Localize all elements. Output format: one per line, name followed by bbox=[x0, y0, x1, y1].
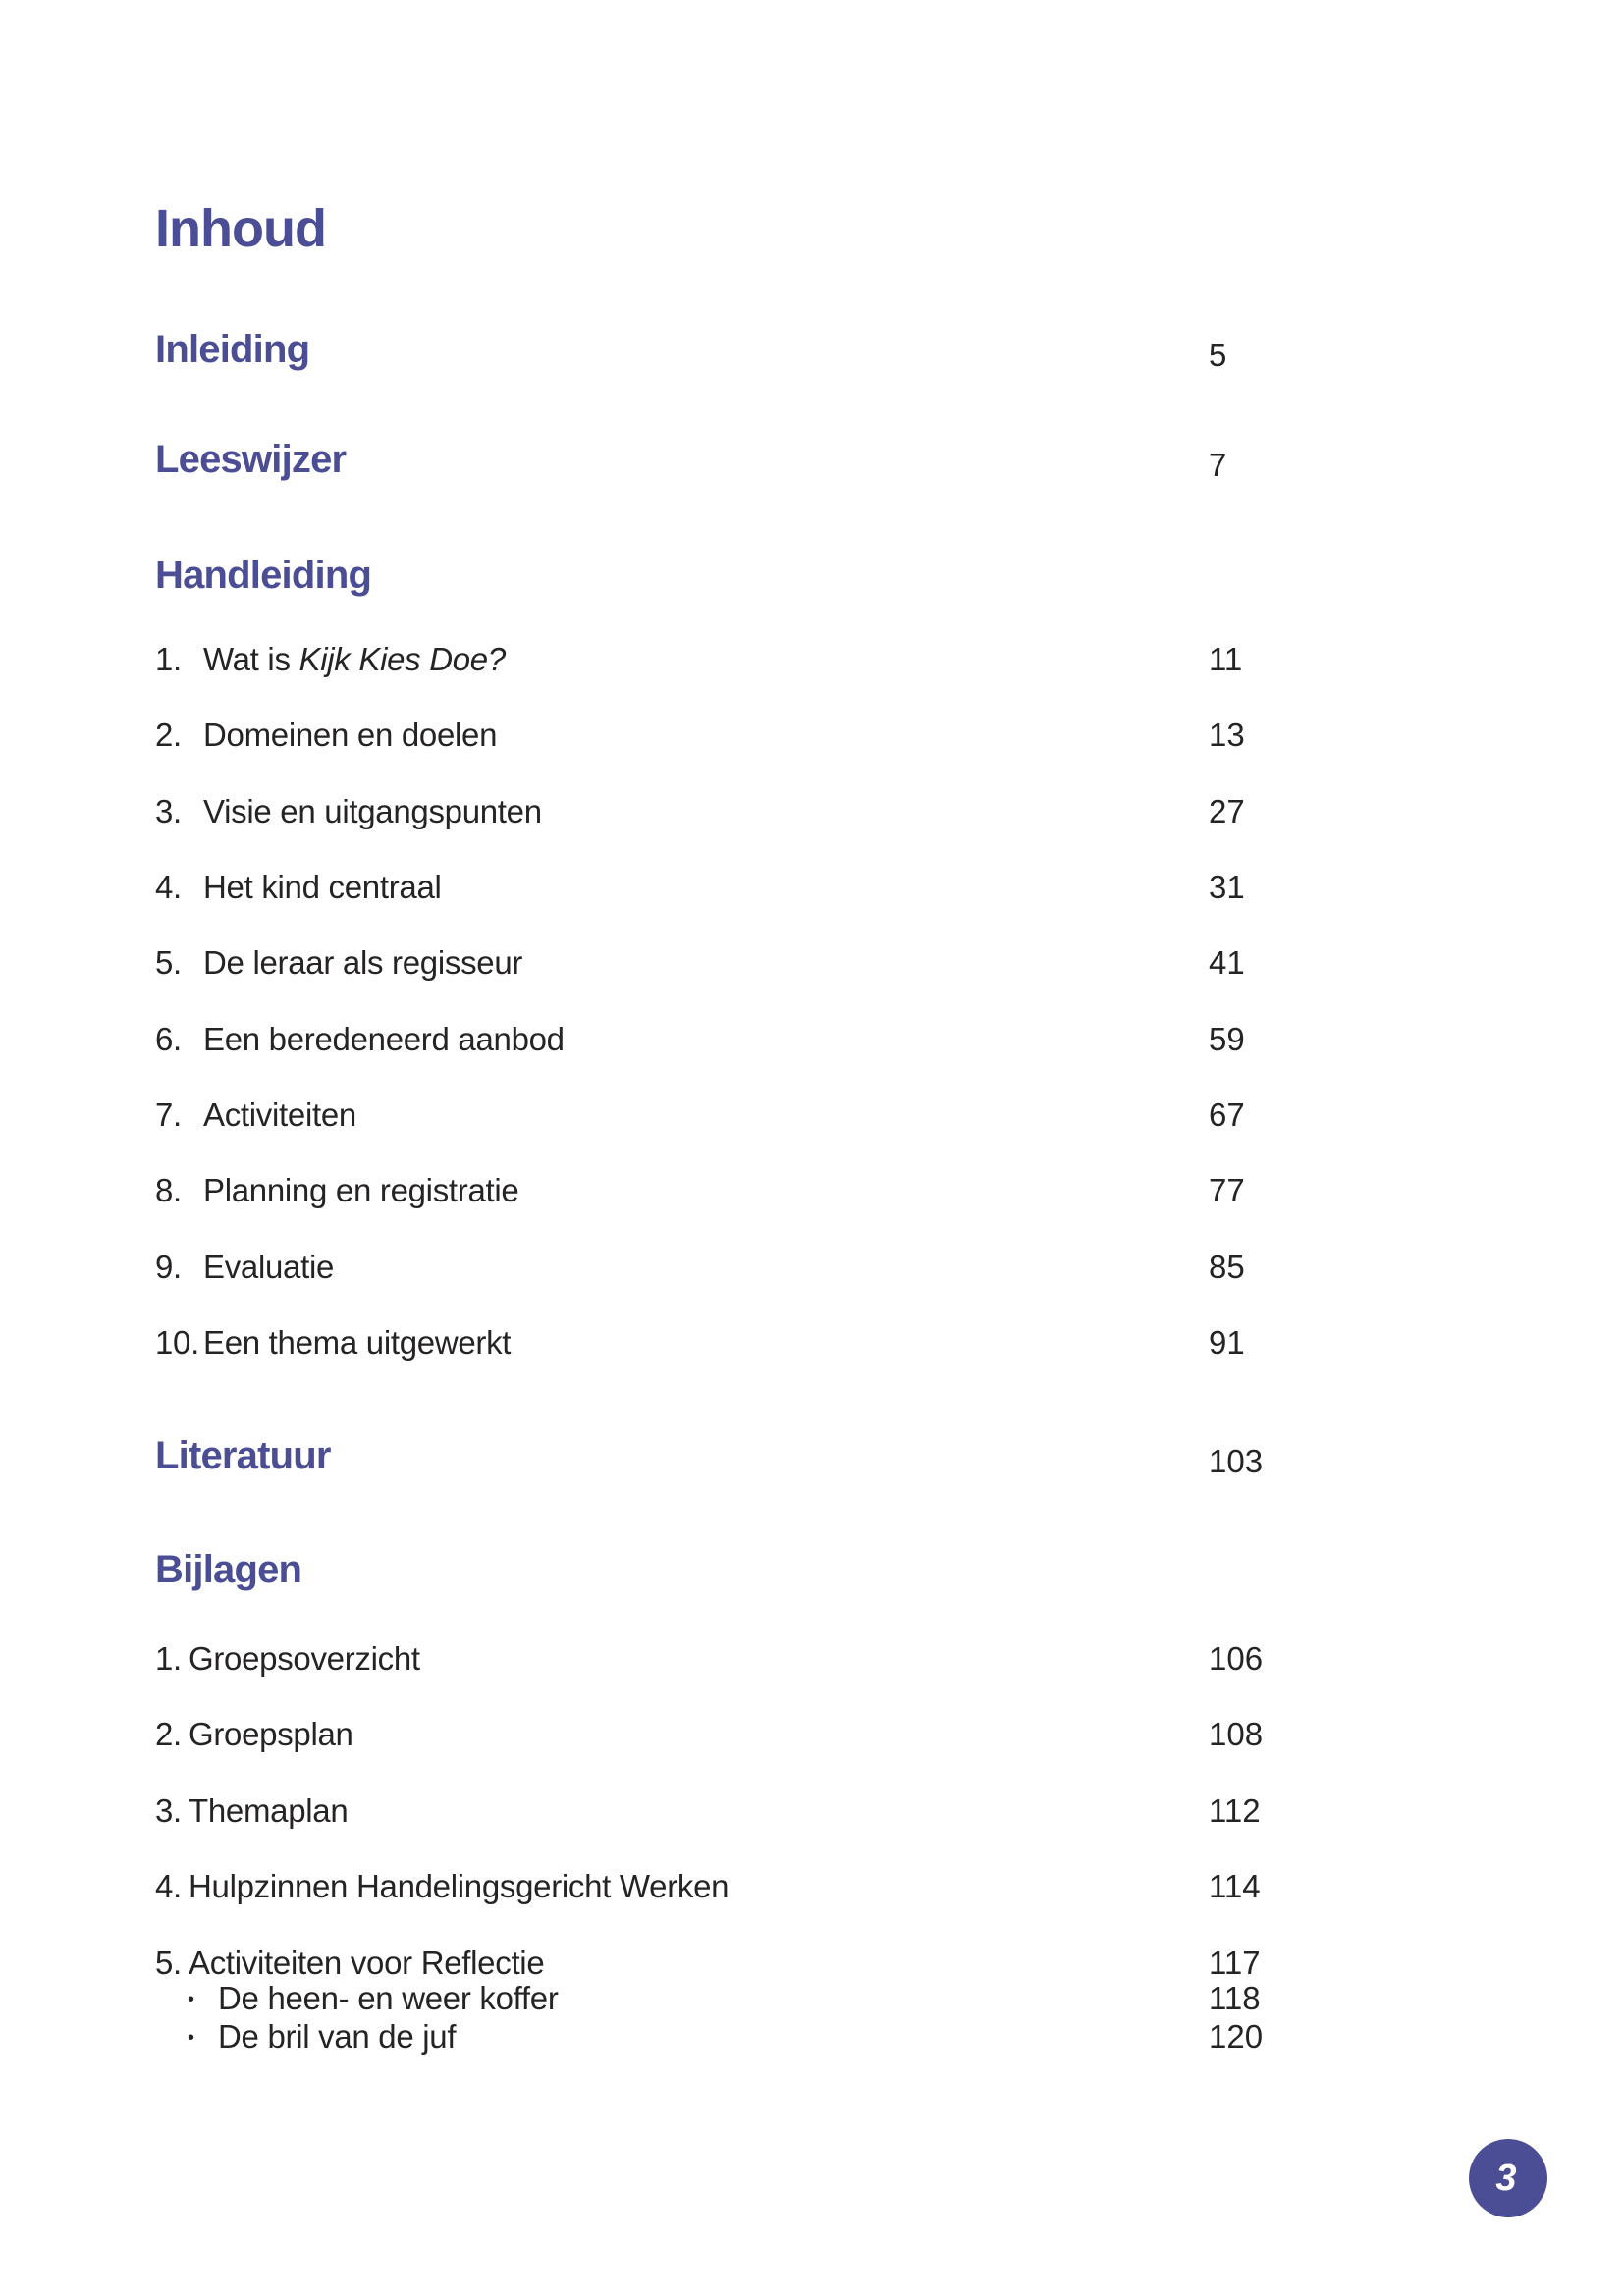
section-heading: Inleiding bbox=[155, 328, 310, 371]
entry-title: Hulpzinnen Handelingsgericht Werken bbox=[189, 1868, 730, 1904]
page-number: 5 bbox=[1209, 337, 1227, 373]
entry-title: Visie en uitgangspunten bbox=[203, 793, 542, 829]
entry-number: 1. bbox=[155, 641, 182, 677]
toc-row-literatuur bbox=[155, 1434, 1412, 1479]
page-number: 112 bbox=[1209, 1792, 1261, 1829]
toc-entry bbox=[155, 946, 1412, 979]
page-number: 11 bbox=[1209, 641, 1243, 677]
toc-entry bbox=[155, 1098, 1412, 1131]
entry-title-italic: Kijk Kies Doe? bbox=[298, 641, 506, 677]
entry-title: Activiteiten voor Reflectie bbox=[189, 1945, 545, 1981]
entry-number: 4. bbox=[155, 1868, 182, 1904]
entry-number: 8. bbox=[155, 1172, 182, 1208]
entry-title: Groepsplan bbox=[189, 1716, 353, 1752]
page-number: 67 bbox=[1209, 1096, 1245, 1133]
page-number: 118 bbox=[1209, 1980, 1261, 2016]
page-number: 117 bbox=[1209, 1945, 1261, 1981]
toc-entry bbox=[155, 1642, 1412, 1675]
toc-entry bbox=[155, 719, 1412, 751]
page-number: 85 bbox=[1209, 1249, 1245, 1285]
entry-title: Een beredeneerd aanbod bbox=[203, 1021, 565, 1057]
toc-entry bbox=[155, 871, 1412, 903]
toc-entry bbox=[155, 1326, 1412, 1359]
page-number: 108 bbox=[1209, 1716, 1264, 1752]
toc-sub-entry bbox=[188, 2020, 1412, 2053]
entry-number: 3. bbox=[155, 793, 182, 829]
entry-number: 3. bbox=[155, 1792, 182, 1829]
section-heading: Literatuur bbox=[155, 1434, 331, 1477]
toc-entry bbox=[155, 1251, 1412, 1283]
entry-title bbox=[203, 641, 506, 677]
entry-number: 7. bbox=[155, 1096, 182, 1133]
entry-title: Themaplan bbox=[189, 1792, 349, 1829]
entry-title: Het kind centraal bbox=[203, 869, 442, 905]
toc-entry bbox=[155, 1947, 1412, 1979]
toc-entry bbox=[155, 643, 1412, 675]
current-page-number: 3 bbox=[1495, 2158, 1517, 2199]
toc-row-leeswijzer bbox=[155, 438, 1412, 483]
entry-number: 6. bbox=[155, 1021, 182, 1057]
toc-entry bbox=[155, 1023, 1412, 1055]
section-heading: Handleiding bbox=[155, 554, 372, 597]
entry-title: Domeinen en doelen bbox=[203, 717, 498, 753]
entry-title: Activiteiten bbox=[203, 1096, 356, 1133]
page-number: 59 bbox=[1209, 1021, 1245, 1057]
toc-entry bbox=[155, 1870, 1412, 1902]
page-number: 13 bbox=[1209, 717, 1245, 753]
section-heading: Bijlagen bbox=[155, 1548, 302, 1591]
toc-sub-entry bbox=[188, 1982, 1412, 2014]
toc-entry bbox=[155, 1718, 1412, 1750]
page-number: 27 bbox=[1209, 793, 1245, 829]
entry-title-prefix: Wat is bbox=[203, 641, 299, 677]
page-number: 7 bbox=[1209, 447, 1227, 483]
page-number: 41 bbox=[1209, 944, 1245, 981]
entry-number: 5. bbox=[155, 944, 182, 981]
entry-title: Groepsoverzicht bbox=[189, 1640, 420, 1677]
entry-number: 1. bbox=[155, 1640, 182, 1677]
entry-title: De leraar als regisseur bbox=[203, 944, 523, 981]
page-number: 103 bbox=[1209, 1443, 1264, 1479]
toc-row-bijlagen bbox=[155, 1550, 1412, 1589]
page-number: 120 bbox=[1209, 2018, 1264, 2055]
entry-number: 2. bbox=[155, 1716, 182, 1752]
bullet-icon: • bbox=[188, 2027, 194, 2049]
page-number: 31 bbox=[1209, 869, 1245, 905]
section-heading: Leeswijzer bbox=[155, 438, 347, 481]
page-title: Inhoud bbox=[155, 199, 326, 258]
page-number: 114 bbox=[1209, 1868, 1261, 1904]
entry-title: Planning en registratie bbox=[203, 1172, 519, 1208]
bullet-icon: • bbox=[188, 1989, 194, 2010]
entry-title: De bril van de juf bbox=[218, 2018, 457, 2055]
entry-number: 9. bbox=[155, 1249, 182, 1285]
page-number: 77 bbox=[1209, 1172, 1245, 1208]
page-number-badge bbox=[1469, 2139, 1547, 2217]
entry-title: Evaluatie bbox=[203, 1249, 335, 1285]
entry-number: 4. bbox=[155, 869, 182, 905]
entry-number: 2. bbox=[155, 717, 182, 753]
toc-entry bbox=[155, 1174, 1412, 1206]
page-number: 106 bbox=[1209, 1640, 1264, 1677]
toc-entry bbox=[155, 795, 1412, 828]
toc-row-inleiding bbox=[155, 328, 1412, 373]
entry-title: Een thema uitgewerkt bbox=[203, 1324, 512, 1361]
entry-number: 10. bbox=[155, 1324, 199, 1361]
entry-number: 5. bbox=[155, 1945, 182, 1981]
page-number: 91 bbox=[1209, 1324, 1245, 1361]
entry-title: De heen- en weer koffer bbox=[218, 1980, 559, 2016]
toc-row-handleiding bbox=[155, 556, 1412, 595]
toc-entry bbox=[155, 1794, 1412, 1827]
